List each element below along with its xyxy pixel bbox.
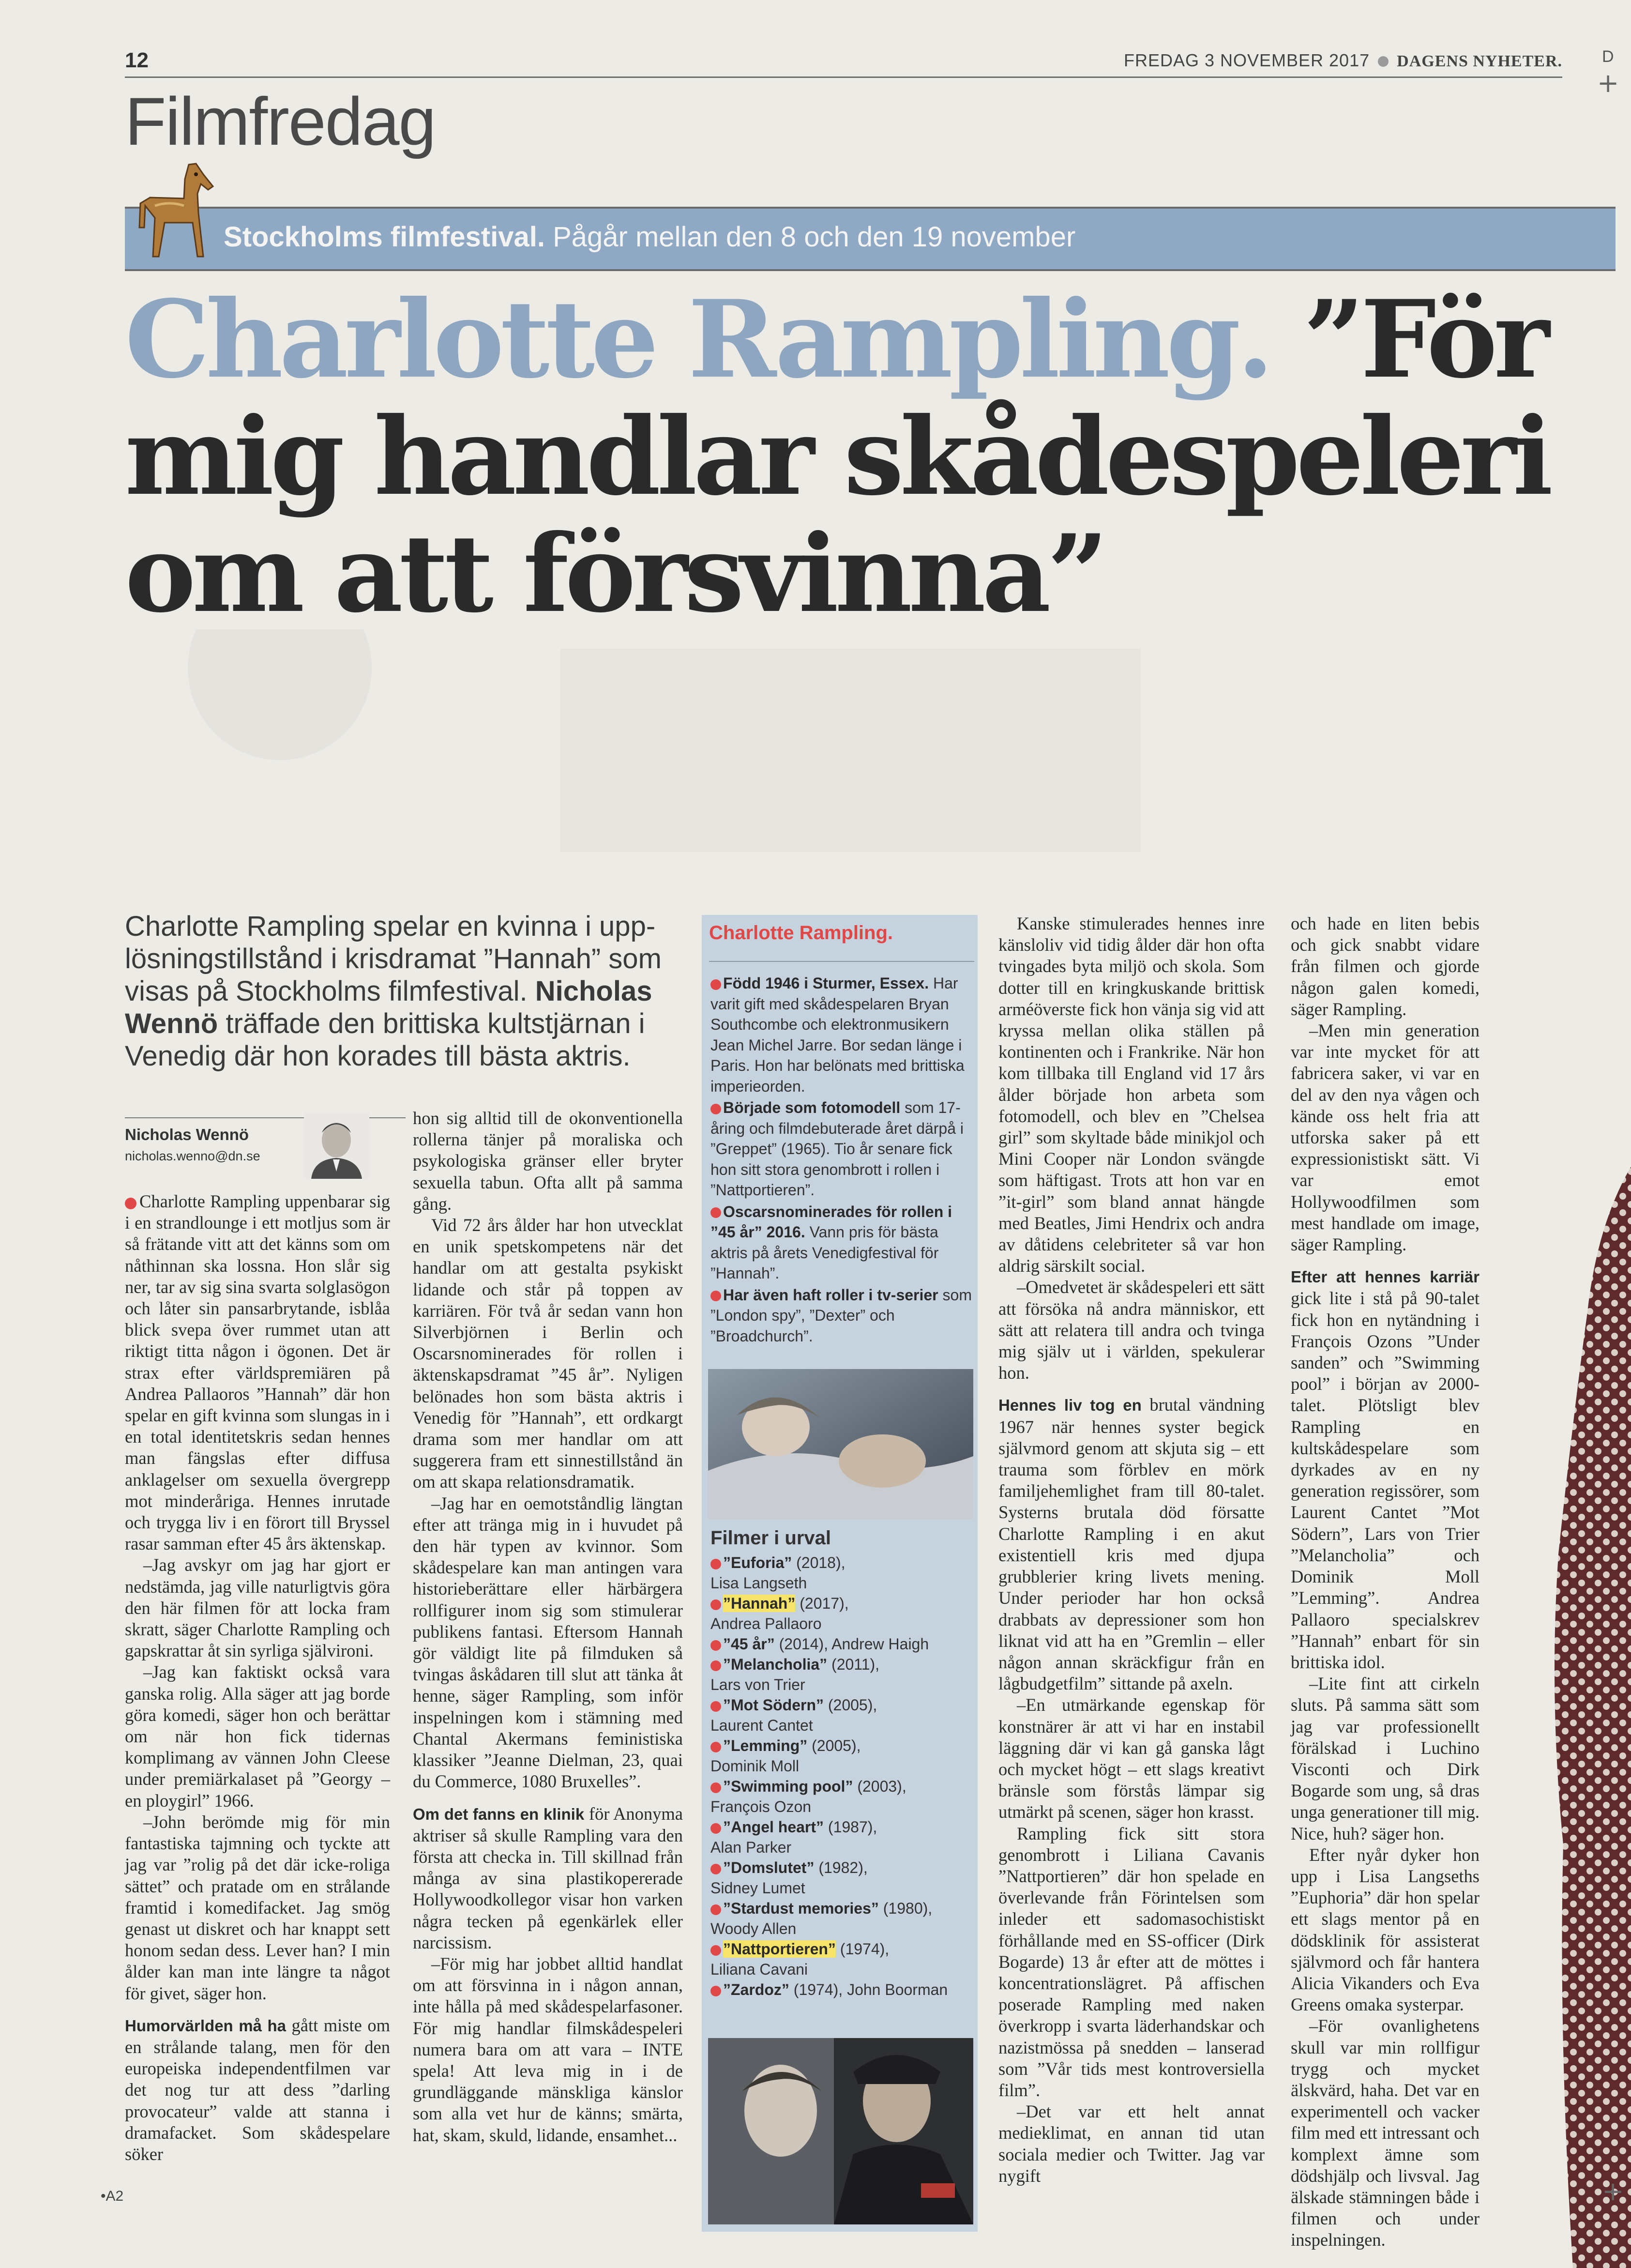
- article-intro: [125, 910, 672, 1072]
- bullet-dot-icon: [710, 1291, 721, 1301]
- film-director: François Ozon: [710, 1798, 812, 1815]
- col5-paragraph: –Lite fint att cirkeln sluts. På samma sätt som jag var professionellt förälskad i Luchino Visconti och Dirk Bogarde som ung, så dras unga generationer till mig. Nice, huh? säger hon.: [1291, 1674, 1480, 1843]
- film-title: ”Swimming pool”: [723, 1778, 853, 1795]
- fact-list: [710, 973, 974, 1347]
- show-through-shading: [125, 629, 1611, 900]
- col5-paragraph: –För ovanlighetens skull var min rollfigur trygg och mycket älskvärd, haha. Det var en experimentell och vacker film med ett intressant och komplext ämne som dödshjälp och livsval. Jag älskade stämningen både i filmen och under inspelningen.: [1291, 2016, 1480, 2250]
- registration-cross-icon: +: [1597, 68, 1619, 98]
- bullet-dot-icon: [710, 1945, 721, 1956]
- intro-text-2: träffade den brittiska kultstjärnan i Venedig där hon korades till bästa aktris.: [125, 1008, 645, 1072]
- col4-paragraph: brutal vändning 1967 när hennes syster begick självmord genom att skjuta sig – ett trauma som förblev en mörk familjehemlighet fram till 80-talet. Systerns brutala död försatte Charlotte Rampling i en akut existentiell kris med djupa grubblerier kring livets mening. Under perioder har hon också drabbats av depressioner som hon liknat vid att ha en ”Gremlin – eller någon annan skräckfigur från en lågbudgetfilm” sittande på axeln.: [998, 1395, 1265, 1694]
- bullet-dot-icon: [710, 1823, 721, 1834]
- film-director: Lars von Trier: [710, 1676, 805, 1693]
- col2-paragraph: –För mig har jobbet alltid handlat om att försvinna in i någon annan, inte hålla på med skådespelarfasoner. För mig handlar filmskådespeleri numera bara om att vara – INTE spela! Att leva mig in i de grundläggande mänskliga känslor som alla vet hur de känns; smärta, hat, skam, skuld, lidande, ensamhet...: [413, 1953, 683, 2145]
- film-director: Woody Allen: [710, 1920, 797, 1937]
- film-item: [710, 1817, 974, 1857]
- film-title: ”45 år”: [723, 1635, 775, 1653]
- banner-text: [224, 211, 1075, 264]
- col5-paragraph: gick lite i stå på 90-talet fick hon en nytändning i François Ozons ”Under sanden” och ”Swimming pool” i början av 2000-talet. Plötsligt blev Rampling en kultskådespelare som dyrkades av en ny generation regissörer, som Laurent Cantet ”Mot Södern”, Lars von Trier ”Melancholia” och Dominik Moll ”Lemming”. Andrea Pallaoro specialskrev ”Hannah” enbart för sin brittiska idol.: [1291, 1288, 1480, 1672]
- paper-name: DAGENS NYHETER.: [1397, 52, 1562, 70]
- corner-mark: D: [1602, 47, 1614, 66]
- film-title: ”Zardoz”: [723, 1981, 789, 1998]
- film-still-nattportieren: [708, 2038, 973, 2224]
- film-item: [710, 1634, 974, 1654]
- bullet-dot-icon: [710, 1701, 721, 1712]
- bullet-dot-icon: [710, 1559, 721, 1569]
- film-year: (1980),: [878, 1900, 933, 1917]
- bullet-dot-icon: [710, 1986, 721, 1996]
- film-item: [710, 1695, 974, 1735]
- bullet-dot-icon: [710, 1742, 721, 1752]
- registration-cross-icon: +: [1602, 2176, 1624, 2207]
- dala-horse-icon: [131, 160, 223, 276]
- film-item: [710, 1857, 974, 1898]
- fact-text: Har varit gift med skådespelaren Bryan Southcombe och elektronmusikern Jean Michel Jarre. Bor sedan länge i Paris. Hon har belönats med brittiska imperieorden.: [710, 974, 965, 1095]
- fact-text: som ”London spy”, ”Dexter” och ”Broadchurch”.: [710, 1286, 972, 1345]
- col2-paragraph: –Jag har en oemotståndlig längtan efter att tränga mig in i huvudet på den här typen av kvinnor. Som skådespelare kan man antingen vara historieberättare eller härbärgera rollfigurer inom sig som stimulerar publikens fantasi. Eftersom Hannah gör väldigt lite på filmduken så tvingas åskådaren till slut att tänka åt henne, säger Rampling, som inför inspelningen kom i stämning med Chantal Akermans feministiska klassiker ”Jeanne Dielman, 23, quai du Commerce, 1080 Bruxelles”.: [413, 1493, 683, 1792]
- bullet-dot-icon: [710, 1904, 721, 1915]
- col5-subhead: Efter att hennes karriär: [1291, 1268, 1480, 1286]
- col2-paragraph: för Anonyma aktriser så skulle Rampling vara den första att checka in. Till skillnad från många av sina plastikopererade Hollywoodkollegor visar hon varken några tecken på egenkärlek eller narcissism.: [413, 1803, 683, 1952]
- film-item: [710, 1735, 974, 1776]
- col4-paragraph: –En utmärkande egenskap för konstnärer är att vi har en instabil läggning där vi kan gå ganska lågt och mycket högt – ett slags kreativt bränsle som förstås lämpar sig utmärkt på scenen, säger hon krasst.: [998, 1695, 1265, 1822]
- section-title: Filmfredag: [125, 83, 436, 159]
- col1-paragraph: –John berömde mig för min fantastiska tajmning och tyckte att jag var ”rolig på det där icke-roliga sättet” och pratade om en strålande framtid i komedifacket. Jag smög genast ut diskret och har knappt sett honom sedan dess. Lever han? I min ålder kan man inte längre ta något för givet, säger hon.: [125, 1811, 390, 2003]
- film-director: Liliana Cavani: [710, 1961, 808, 1978]
- film-year: (2018),: [792, 1554, 846, 1571]
- fact-item: [710, 973, 974, 1096]
- film-year: (2017),: [795, 1595, 849, 1612]
- fact-box-title: Charlotte Rampling.: [709, 922, 893, 944]
- film-item: [710, 1593, 974, 1634]
- film-director: Laurent Cantet: [710, 1717, 813, 1734]
- page-code: •A2: [101, 2188, 124, 2204]
- film-list: [710, 1553, 974, 2000]
- column-2: [413, 1108, 683, 2146]
- column-5: [1291, 913, 1480, 2251]
- film-title-highlighted: ”Nattportieren”: [723, 1940, 836, 1958]
- bullet-dot-icon: [710, 1640, 721, 1651]
- author-portrait: [304, 1113, 369, 1179]
- author-email[interactable]: nicholas.wenno@dn.se: [125, 1149, 260, 1163]
- col5-paragraph: –Men min generation var inte mycket för att fabricera saker, vi var en del av den nya vågen och kände oss helt fria att utforska saker på ett expressionistiskt sätt. Vi var emot Hollywoodfilmen som mest handlade om image, säger Rampling.: [1291, 1020, 1480, 1255]
- col2-paragraph: hon sig alltid till de okonventionella rollerna tänjer på moraliska och psykologiska gränser eller bryter sexuella tabun. Ofta allt på samma gång.: [413, 1108, 683, 1214]
- film-director: Andrea Pallaoro: [710, 1615, 822, 1632]
- film-year: (1982),: [814, 1859, 868, 1876]
- portrait-photo-dress: [1544, 1167, 1631, 2268]
- headline-line2: mig handlar skådespeleri: [125, 394, 1549, 519]
- col4-subhead: Hennes liv tog en: [998, 1396, 1142, 1415]
- films-title: Filmer i urval: [710, 1527, 831, 1549]
- intro-text-1: Charlotte Rampling spelar en kvinna i upplösningstillstånd i krisdramat ”Hannah” som visas på Stockholms filmfestival.: [125, 911, 662, 1007]
- film-year: (2011),: [827, 1656, 880, 1673]
- film-title: ”Domslutet”: [723, 1859, 815, 1876]
- col4-paragraph: –Omedvetet är skådespeleri ett sätt att försöka nå andra människor, ett sätt att relatera till andra och tvinga mig själv ut i världen, spekulerar hon.: [998, 1277, 1265, 1383]
- film-still-hannah: [708, 1369, 973, 1519]
- film-title: ”Angel heart”: [723, 1818, 824, 1836]
- col1-paragraph: gått miste om en strålande talang, men för den europeiska independentfilmen var det nog tur att dess ”darling provocateur” valde att stanna i dramafacket. Som skådespelare söker: [125, 2015, 391, 2164]
- film-year: (1974),: [835, 1940, 890, 1958]
- fact-box-rule: [709, 961, 974, 962]
- fact-lead: Oscarsnominerades för rollen i ”45 år” 2016.: [710, 1202, 952, 1241]
- film-item: [710, 1553, 974, 1593]
- dateline: [1124, 50, 1562, 71]
- headline-name: Charlotte Rampling.: [125, 276, 1270, 402]
- col2-subhead: Om det fanns en klinik: [413, 1805, 585, 1823]
- banner-rest: Pågår mellan den 8 och den 19 november: [544, 221, 1076, 253]
- col2-paragraph: Vid 72 års ålder har hon utvecklat en unik spetskompetens när det handlar om att gestalta psykiskt lidande och står på toppen av karriären. För två år sedan vann hon Silverbjörnen i Berlin och Oscarsnominerades för rollen i äktenskapsdramat ”45 år”. Nyligen belönades hon som bästa aktris i Venedig för ”Hannah”, ett ordkargt drama som mer handlar om att suggerera fram ett sinnestillstånd än om att skapa relationsdramatik.: [413, 1215, 683, 1492]
- film-director: Dominik Moll: [710, 1757, 800, 1775]
- bullet-dot-icon: [710, 1660, 721, 1671]
- bullet-dot-icon: [710, 1864, 721, 1874]
- film-item: [710, 1654, 974, 1695]
- fact-item: [710, 1202, 974, 1284]
- fact-lead: Har även haft roller i tv-serier: [723, 1286, 938, 1304]
- bullet-dot-icon: [710, 1104, 721, 1114]
- bullet-dot-icon: [710, 1207, 721, 1218]
- fact-text: som 17-åring och filmdebuterade året därpå i ”Greppet” (1965). Tio år senare fick hon sitt stora genombrott i rollen i ”Nattportieren”.: [710, 1099, 964, 1199]
- lead-dot-icon: [125, 1198, 136, 1209]
- film-item: [710, 1776, 974, 1817]
- film-year: (2003),: [853, 1778, 906, 1795]
- film-title: ”Melancholia”: [723, 1656, 828, 1673]
- fact-lead: Började som fotomodell: [723, 1099, 901, 1116]
- film-item: [710, 1979, 974, 2000]
- author-name: Nicholas Wennö: [125, 1126, 249, 1143]
- bullet-dot-icon: [710, 1782, 721, 1793]
- issue-date: FREDAG 3 NOVEMBER 2017: [1123, 50, 1370, 70]
- film-title: ”Mot Södern”: [723, 1696, 824, 1714]
- headline-line1: ”För: [1270, 276, 1546, 402]
- page-number: 12: [125, 48, 149, 72]
- banner-bold: Stockholms filmfestival.: [224, 221, 545, 253]
- separator-dot-icon: [1378, 56, 1389, 67]
- fact-item: [710, 1097, 974, 1201]
- col5-paragraph: och hade en liten bebis och gick snabbt vidare från filmen och gjorde någon galen komedi, säger Rampling.: [1291, 913, 1480, 1019]
- film-director: Sidney Lumet: [710, 1879, 805, 1897]
- headline: [125, 276, 1606, 636]
- col5-paragraph: Efter nyår dyker hon upp i Lisa Langseths ”Euphoria” där hon spelar ett slags mentor på en dödsklinik för assisterat självmord och får hantera Alicia Vikanders och Eva Greens omaka systerpar.: [1291, 1844, 1480, 2015]
- film-year: (2005),: [823, 1696, 877, 1714]
- film-year: (2014), Andrew Haigh: [774, 1635, 929, 1653]
- fact-item: [710, 1285, 974, 1347]
- film-year: (2005),: [807, 1737, 861, 1754]
- film-title: ”Lemming”: [723, 1737, 808, 1754]
- headline-line3: om att försvinna”: [125, 511, 1105, 636]
- bullet-dot-icon: [710, 1599, 721, 1610]
- film-title: ”Stardust memories”: [723, 1900, 879, 1917]
- film-item: [710, 1898, 974, 1939]
- film-director: Lisa Langseth: [710, 1574, 807, 1592]
- intro-author: Nicholas Wennö: [125, 975, 652, 1039]
- film-year: (1974), John Boorman: [789, 1981, 948, 1998]
- bullet-dot-icon: [710, 979, 721, 990]
- col4-paragraph: –Det var ett helt annat medieklimat, en annan tid utan sociala medier och Twitter. Jag var nygift: [998, 2101, 1265, 2186]
- col4-paragraph: Kanske stimulerades hennes inre känsloliv vid tidig ålder där hon ofta tvingades byta miljö och skola. Som dotter till en kringkuskande brittisk arméöverste fick hon vänja sig vid att kryssa mellan olika ställen på kontinenten och i Frankrike. När hon kom tillbaka till England vid 17 års ålder började hon arbeta som fotomodell, och blev en ”Chelsea girl” som skyltade både minikjol och Mini Cooper när London svängde som häftigast. Trots att hon var en ”it-girl” som bland annat hängde med Beatles, Jimi Hendrix och andra av dåtidens celebriteter så var hon aldrig särskilt social.: [998, 913, 1265, 1276]
- fact-lead: Född 1946 i Sturmer, Essex.: [723, 974, 929, 992]
- col1-paragraph: Charlotte Rampling uppenbarar sig i en strandlounge i ett motljus som är så frätande vitt att det känns som om nåthinnan ska lossna. Hon slår sig ner, tar av sig sina svarta solglasögon och låter sin pansarbrytande, isblåa blick svepa över rummet utan att riktigt titta någon i ögonen. Det är strax efter världspremiären på Andrea Pallaoros ”Hannah” där hon spelar en gift kvinna som slungas in i en total identitetskris sedan hennes man fängslas efter diffusa anklagelser om sexuella övergrepp mot minderåriga. Hennes inrutade och trygga liv i en förort till Bryssel rasar samman efter 45 års äktenskap.: [125, 1191, 390, 1554]
- film-year: (1987),: [824, 1818, 877, 1836]
- film-title-highlighted: ”Hannah”: [723, 1595, 796, 1612]
- film-title: ”Euforia”: [723, 1554, 792, 1571]
- col4-paragraph: Rampling fick sitt stora genombrott i Liliana Cavanis ”Nattportieren” där hon spelade en överlevande från Förintelsen som inleder ett sadomasochistiskt förhållande med en SS-officer (Dirk Bogarde) 13 år efter att de möttes i koncentrationslägret. På affischen poserade Rampling med naken överkropp i svarta läderhandskar och nazistmössa på snedden – lanserad som ”Vår tids mest kontroversiella film”.: [998, 1823, 1265, 2100]
- film-director: Alan Parker: [710, 1839, 792, 1856]
- fact-text: Vann pris för bästa aktris på årets Venedigfestival för ”Hannah”.: [710, 1223, 939, 1282]
- col1-subhead: Humorvärlden må ha: [125, 2016, 287, 2035]
- col1-paragraph: –Jag avskyr om jag har gjort er nedstämda, jag ville naturligtvis göra den här filmen för att locka fram skratt, säger Charlotte Rampling och gapskrattar åt sin syrliga självironi.: [125, 1555, 390, 1661]
- column-4: [998, 913, 1265, 2187]
- col1-paragraph: –Jag kan faktiskt också vara ganska rolig. Alla säger att jag borde göra komedi, säger hon och berättar om när hon fick tidernas komplimang av vännen John Cleese under premiärkalaset på ”Georgy – en ploygirl” 1966.: [125, 1662, 390, 1811]
- film-item: [710, 1939, 974, 1979]
- column-1: [125, 1191, 390, 2165]
